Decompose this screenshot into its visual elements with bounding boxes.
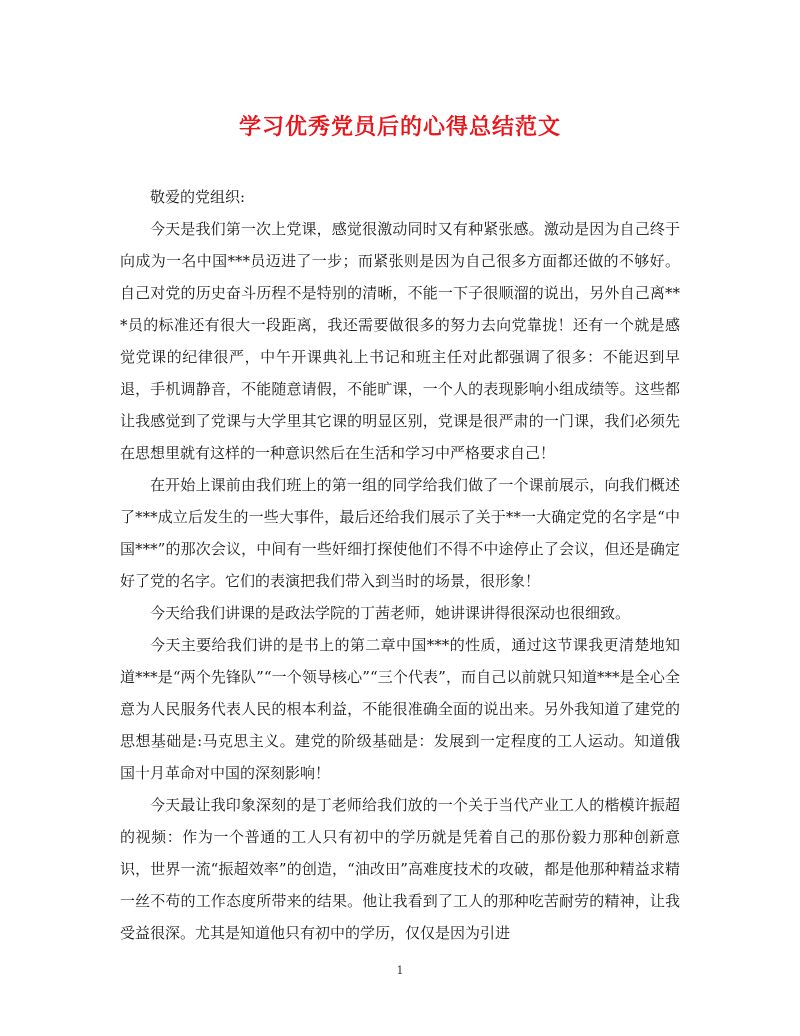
- paragraph-2: 在开始上课前由我们班上的第一组的同学给我们做了一个课前展示，向我们概述了***成立后发生的一些大事件，最后还给我们展示了关于**一大确定党的名字是“中国***”的那次会议，中间有一些奸细打探使他们不得不中途停止了会议，但还是确定好了党的名字。它们的表演把我们带入到当时的场景，很形象！: [120, 476, 680, 590]
- document-title: 学习优秀党员后的心得总结范文: [238, 114, 561, 140]
- salutation: 敬爱的党组织:: [150, 188, 246, 206]
- document-body: [120, 181, 680, 949]
- paragraph-4: 今天主要给我们讲的是书上的第二章中国***的性质，通过这节课我更清楚地知道***是“两个先锋队”“一个领导核心”“三个代表”，而自己以前就只知道***是全心全意为人民服务代表人民的根本利益，不能很准确全面的说出来。另外我知道了建党的思想基础是:马克思主义。建党的阶级基础是：发展到一定程度的工人运动。知道俄国十月革命对中国的深刻影响！: [120, 636, 680, 782]
- paragraph-3: 今天给我们讲课的是政法学院的丁茜老师，她讲课讲得很深动也很细致。: [150, 604, 631, 622]
- page-number: 1: [396, 964, 404, 977]
- paragraph-5: 今天最让我印象深刻的是丁老师给我们放的一个关于当代产业工人的楷模许振超的视频：作为一个普通的工人只有初中的学历就是凭着自己的那份毅力那种创新意识，世界一流“振超效率”的创造，“油改田”高难度技术的攻破，都是他那种精益求精一丝不苟的工作态度所带来的结果。他让我看到了工人的那种吃苦耐劳的精神，让我受益很深。尤其是知道他只有初中的学历，仅仅是因为引进: [120, 796, 680, 942]
- paragraph-1: 今天是我们第一次上党课，感觉很激动同时又有种紧张感。激动是因为自己终于向成为一名中国***员迈进了一步；而紧张则是因为自己很多方面都还做的不够好。自己对党的历史奋斗历程不是特别的清晰，不能一下子很顺溜的说出，另外自己离***员的标准还有很大一段距离，我还需要做很多的努力去向党靠拢！还有一个就是感觉党课的纪律很严，中午开课典礼上书记和班主任对此都强调了很多：不能迟到早退，手机调静音，不能随意请假，不能旷课，一个人的表现影响小组成绩等。这些都让我感觉到了党课与大学里其它课的明显区别，党课是很严肃的一门课，我们必须先在思想里就有这样的一种意识然后在生活和学习中严格要求自己！: [120, 220, 680, 462]
